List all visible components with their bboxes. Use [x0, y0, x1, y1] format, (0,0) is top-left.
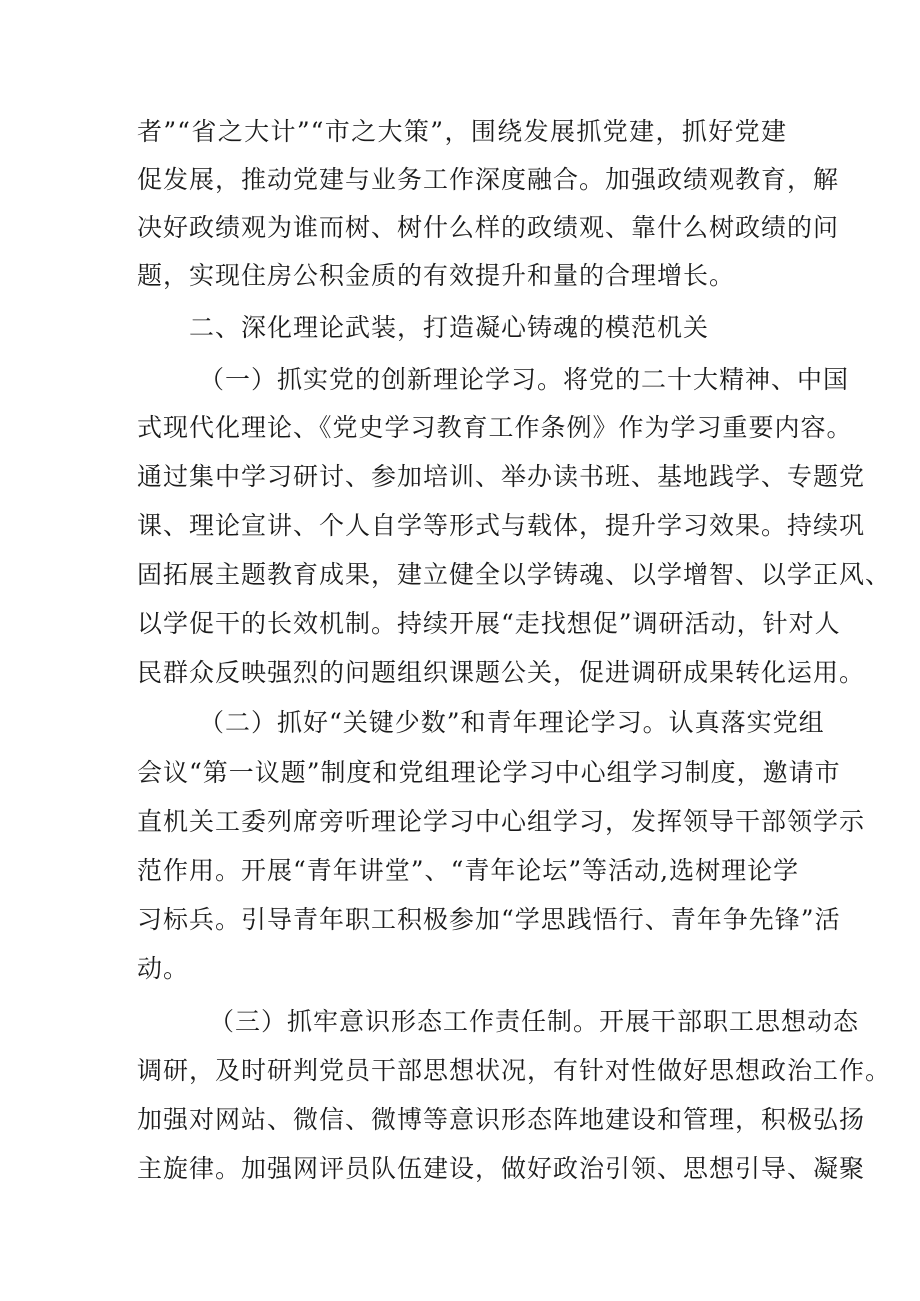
text-line: 式现代化理论、《党史学习教育工作条例》作为学习重要内容。 — [137, 413, 853, 442]
text-line: 者”“省之大计”“市之大策”，围绕发展抓党建，抓好党建 — [137, 117, 787, 146]
subsection-lead: （一）抓实党的创新理论学习。将党的二十大精神、中国 — [199, 365, 850, 394]
text-line: 直机关工委列席旁听理论学习中心组学习，发挥领导干部领学示 — [137, 807, 866, 836]
text-line: 题，实现住房公积金质的有效提升和量的合理增长。 — [137, 261, 736, 290]
subsection-lead: （二）抓好“关键少数”和青年理论学习。认真落实党组 — [199, 708, 825, 737]
subsection-lead: （三）抓牢意识形态工作责任制。开展干部职工思想动态 — [209, 1007, 860, 1036]
text-line: 主旋律。加强网评员队伍建设，做好政治引领、思想引导、凝聚 — [137, 1154, 866, 1183]
text-line: 通过集中学习研讨、参加培训、举办读书班、基地践学、专题党 — [137, 462, 866, 491]
text-line: 会议“第一议题”制度和党组理论学习中心组学习制度，邀请市 — [137, 758, 841, 787]
text-line: 习标兵。引导青年职工积极参加“学思践悟行、青年争先锋”活 — [137, 905, 841, 934]
text-line: 促发展，推动党建与业务工作深度融合。加强政绩观教育，解 — [137, 165, 840, 194]
text-line: 调研，及时研判党员干部思想状况，有针对性做好思想政治工作。 — [137, 1056, 892, 1085]
text-line: 动。 — [137, 954, 190, 983]
text-line: 固拓展主题教育成果，建立健全以学铸魂、以学增智、以学正风、 — [137, 560, 892, 589]
section-heading: 二、深化理论武装，打造凝心铸魂的模范机关 — [189, 313, 710, 342]
text-line: 范作用。开展“青年讲堂”、“青年论坛”等活动,选树理论学 — [137, 856, 800, 885]
text-line: 民群众反映强烈的问题组织课题公关，促进调研成果转化运用。 — [137, 658, 866, 687]
text-line: 加强对网站、微信、微博等意识形态阵地建设和管理，积极弘扬 — [137, 1105, 866, 1134]
text-line: 决好政绩观为谁而树、树什么样的政绩观、靠什么树政绩的问 — [137, 213, 840, 242]
text-line: 课、理论宣讲、个人自学等形式与载体，提升学习效果。持续巩 — [137, 511, 866, 540]
text-line: 以学促干的长效机制。持续开展“走找想促”调研活动，针对人 — [137, 609, 841, 638]
